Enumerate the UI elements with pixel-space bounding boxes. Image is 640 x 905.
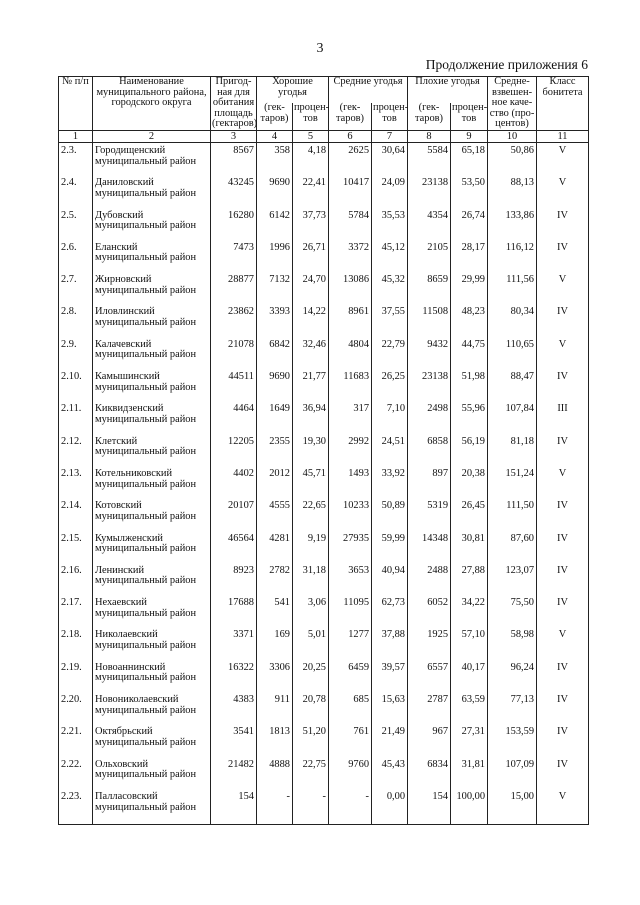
row-number: 2.9. [59, 340, 93, 372]
bad-lands-hectares: 2787 [408, 695, 451, 727]
district-name: Николаевский муниципальный район [93, 630, 211, 662]
row-number: 2.5. [59, 211, 93, 243]
bad-lands-hectares: 6834 [408, 760, 451, 792]
page-number: 3 [316, 41, 324, 56]
table-row [59, 566, 589, 598]
row-number: 2.16. [59, 566, 93, 598]
quality-class: V [537, 142, 589, 178]
medium-lands-hectares: 3653 [329, 566, 372, 598]
table-row [59, 307, 589, 339]
table-row [59, 534, 589, 566]
bad-lands-percent: 100,00 [451, 792, 488, 825]
column-number-row [59, 130, 589, 142]
good-lands-percent: - [293, 792, 329, 825]
table-row [59, 437, 589, 469]
good-lands-hectares: 9690 [257, 178, 293, 210]
row-number: 2.18. [59, 630, 93, 662]
medium-lands-percent: 22,79 [372, 340, 408, 372]
quality-class: III [537, 404, 589, 436]
medium-lands-hectares: 685 [329, 695, 372, 727]
quality-class: IV [537, 534, 589, 566]
header-class: Класс бонитета [537, 77, 589, 131]
weighted-quality: 75,50 [488, 598, 537, 630]
table-row [59, 792, 589, 825]
row-number: 2.12. [59, 437, 93, 469]
bad-lands-percent: 40,17 [451, 663, 488, 695]
medium-lands-percent: 26,25 [372, 372, 408, 404]
bad-lands-hectares: 6557 [408, 663, 451, 695]
bad-lands-percent: 26,74 [451, 211, 488, 243]
appendix-label: Продолжение приложения 6 [425, 57, 588, 72]
bad-lands-hectares: 154 [408, 792, 451, 825]
habitable-area: 28877 [211, 275, 257, 307]
row-number: 2.20. [59, 695, 93, 727]
bad-lands-hectares: 9432 [408, 340, 451, 372]
bad-lands-percent: 20,38 [451, 469, 488, 501]
medium-lands-percent: 35,53 [372, 211, 408, 243]
weighted-quality: 107,09 [488, 760, 537, 792]
medium-lands-percent: 33,92 [372, 469, 408, 501]
table-row [59, 372, 589, 404]
quality-class: V [537, 469, 589, 501]
medium-lands-hectares: 3372 [329, 243, 372, 275]
column-number: 8 [408, 130, 451, 142]
weighted-quality: 50,86 [488, 142, 537, 178]
weighted-quality: 116,12 [488, 243, 537, 275]
medium-lands-percent: 50,89 [372, 501, 408, 533]
good-lands-percent: 19,30 [293, 437, 329, 469]
bad-lands-hectares: 6052 [408, 598, 451, 630]
district-name: Калачевский муниципальный район [93, 340, 211, 372]
header-medium-lands: Средние угодья [329, 77, 408, 104]
good-lands-percent: 4,18 [293, 142, 329, 178]
row-number: 2.7. [59, 275, 93, 307]
table-row [59, 598, 589, 630]
quality-class: IV [537, 727, 589, 759]
weighted-quality: 77,13 [488, 695, 537, 727]
good-lands-percent: 9,19 [293, 534, 329, 566]
quality-class: IV [537, 211, 589, 243]
district-name: Нехаевский муниципальный район [93, 598, 211, 630]
header-good-ha: (гек-таров) [257, 103, 293, 130]
weighted-quality: 151,24 [488, 469, 537, 501]
habitable-area: 16322 [211, 663, 257, 695]
table-row [59, 695, 589, 727]
medium-lands-percent: 45,32 [372, 275, 408, 307]
medium-lands-hectares: 11683 [329, 372, 372, 404]
good-lands-percent: 32,46 [293, 340, 329, 372]
medium-lands-hectares: 6459 [329, 663, 372, 695]
good-lands-hectares: 911 [257, 695, 293, 727]
bad-lands-hectares: 5319 [408, 501, 451, 533]
weighted-quality: 153,59 [488, 727, 537, 759]
bad-lands-percent: 27,31 [451, 727, 488, 759]
habitable-area: 8923 [211, 566, 257, 598]
good-lands-hectares: 2782 [257, 566, 293, 598]
district-name: Иловлинский муниципальный район [93, 307, 211, 339]
bad-lands-percent: 31,81 [451, 760, 488, 792]
good-lands-percent: 31,18 [293, 566, 329, 598]
weighted-quality: 133,86 [488, 211, 537, 243]
bad-lands-hectares: 23138 [408, 178, 451, 210]
good-lands-hectares: 1996 [257, 243, 293, 275]
bad-lands-hectares: 4354 [408, 211, 451, 243]
district-name: Октябрьский муниципальный район [93, 727, 211, 759]
table-row [59, 469, 589, 501]
row-number: 2.4. [59, 178, 93, 210]
weighted-quality: 111,50 [488, 501, 537, 533]
medium-lands-percent: 7,10 [372, 404, 408, 436]
habitable-area: 4402 [211, 469, 257, 501]
table-row [59, 760, 589, 792]
land-quality-table [58, 76, 589, 825]
good-lands-percent: 22,41 [293, 178, 329, 210]
row-number: 2.22. [59, 760, 93, 792]
bad-lands-hectares: 8659 [408, 275, 451, 307]
quality-class: V [537, 275, 589, 307]
quality-class: IV [537, 695, 589, 727]
medium-lands-hectares: 5784 [329, 211, 372, 243]
district-name: Новониколаевский муниципальный район [93, 695, 211, 727]
medium-lands-hectares: 1493 [329, 469, 372, 501]
table-row [59, 727, 589, 759]
weighted-quality: 123,07 [488, 566, 537, 598]
quality-class: IV [537, 372, 589, 404]
row-number: 2.15. [59, 534, 93, 566]
good-lands-hectares: 2012 [257, 469, 293, 501]
header-bad-ha: (гек-таров) [408, 103, 451, 130]
bad-lands-percent: 48,23 [451, 307, 488, 339]
quality-class: V [537, 792, 589, 825]
bad-lands-percent: 56,19 [451, 437, 488, 469]
good-lands-hectares: 1813 [257, 727, 293, 759]
good-lands-percent: 5,01 [293, 630, 329, 662]
medium-lands-percent: 39,57 [372, 663, 408, 695]
header-good-pct: процен-тов [293, 103, 329, 130]
weighted-quality: 88,47 [488, 372, 537, 404]
row-number: 2.14. [59, 501, 93, 533]
medium-lands-percent: 24,09 [372, 178, 408, 210]
district-name: Кумылженский муниципальный район [93, 534, 211, 566]
good-lands-hectares: 1649 [257, 404, 293, 436]
table-row [59, 404, 589, 436]
row-number: 2.6. [59, 243, 93, 275]
column-number: 5 [293, 130, 329, 142]
good-lands-hectares: 4888 [257, 760, 293, 792]
good-lands-percent: 14,22 [293, 307, 329, 339]
bad-lands-percent: 44,75 [451, 340, 488, 372]
good-lands-hectares: 541 [257, 598, 293, 630]
habitable-area: 23862 [211, 307, 257, 339]
habitable-area: 3541 [211, 727, 257, 759]
bad-lands-percent: 29,99 [451, 275, 488, 307]
good-lands-hectares: 9690 [257, 372, 293, 404]
weighted-quality: 96,24 [488, 663, 537, 695]
quality-class: IV [537, 501, 589, 533]
row-number: 2.19. [59, 663, 93, 695]
good-lands-hectares: 6842 [257, 340, 293, 372]
weighted-quality: 110,65 [488, 340, 537, 372]
column-number: 11 [537, 130, 589, 142]
bad-lands-hectares: 897 [408, 469, 451, 501]
district-name: Котовский муниципальный район [93, 501, 211, 533]
quality-class: IV [537, 760, 589, 792]
habitable-area: 20107 [211, 501, 257, 533]
column-number: 4 [257, 130, 293, 142]
medium-lands-hectares: 10417 [329, 178, 372, 210]
district-name: Еланский муниципальный район [93, 243, 211, 275]
medium-lands-hectares: 4804 [329, 340, 372, 372]
header-area: Пригод-ная для обитания площадь (гектаров) [212, 76, 258, 130]
weighted-quality: 88,13 [488, 178, 537, 210]
district-name: Палласовский муниципальный район [93, 792, 211, 825]
medium-lands-percent: 59,99 [372, 534, 408, 566]
bad-lands-percent: 27,88 [451, 566, 488, 598]
quality-class: IV [537, 566, 589, 598]
row-number: 2.17. [59, 598, 93, 630]
bad-lands-hectares: 5584 [408, 142, 451, 178]
column-number: 2 [93, 130, 211, 142]
quality-class: IV [537, 598, 589, 630]
weighted-quality: 87,60 [488, 534, 537, 566]
table-row [59, 663, 589, 695]
header-weighted-quality: Средне-взвешен-ное каче-ство (про-центов) [488, 77, 537, 131]
good-lands-percent: 37,73 [293, 211, 329, 243]
good-lands-hectares: 2355 [257, 437, 293, 469]
bad-lands-percent: 51,98 [451, 372, 488, 404]
good-lands-percent: 26,71 [293, 243, 329, 275]
medium-lands-percent: 0,00 [372, 792, 408, 825]
good-lands-percent: 20,78 [293, 695, 329, 727]
table-row [59, 243, 589, 275]
good-lands-percent: 21,77 [293, 372, 329, 404]
bad-lands-hectares: 2498 [408, 404, 451, 436]
district-name: Даниловский муниципальный район [93, 178, 211, 210]
good-lands-percent: 22,65 [293, 501, 329, 533]
good-lands-hectares: 358 [257, 142, 293, 178]
good-lands-percent: 45,71 [293, 469, 329, 501]
header-medium-pct: процен-тов [372, 103, 408, 130]
district-name: Ленинский муниципальный район [93, 566, 211, 598]
habitable-area: 46564 [211, 534, 257, 566]
district-name: Дубовский муниципальный район [93, 211, 211, 243]
header-good-lands: Хорошие угодья [257, 77, 329, 104]
bad-lands-percent: 34,22 [451, 598, 488, 630]
good-lands-percent: 22,75 [293, 760, 329, 792]
good-lands-percent: 51,20 [293, 727, 329, 759]
table-row [59, 211, 589, 243]
medium-lands-percent: 37,55 [372, 307, 408, 339]
medium-lands-hectares: 9760 [329, 760, 372, 792]
medium-lands-percent: 24,51 [372, 437, 408, 469]
medium-lands-percent: 30,64 [372, 142, 408, 178]
weighted-quality: 81,18 [488, 437, 537, 469]
medium-lands-percent: 45,43 [372, 760, 408, 792]
row-number: 2.13. [59, 469, 93, 501]
quality-class: V [537, 630, 589, 662]
good-lands-percent: 20,25 [293, 663, 329, 695]
column-number: 6 [329, 130, 372, 142]
good-lands-hectares: 7132 [257, 275, 293, 307]
habitable-area: 21482 [211, 760, 257, 792]
medium-lands-percent: 40,94 [372, 566, 408, 598]
table-row [59, 275, 589, 307]
medium-lands-hectares: 2625 [329, 142, 372, 178]
medium-lands-hectares: 13086 [329, 275, 372, 307]
row-number: 2.10. [59, 372, 93, 404]
habitable-area: 12205 [211, 437, 257, 469]
weighted-quality: 58,98 [488, 630, 537, 662]
row-number: 2.21. [59, 727, 93, 759]
district-name: Киквидзенский муниципальный район [93, 404, 211, 436]
bad-lands-percent: 26,45 [451, 501, 488, 533]
habitable-area: 4383 [211, 695, 257, 727]
header-bad-pct: процен-тов [451, 103, 488, 130]
good-lands-hectares: 169 [257, 630, 293, 662]
row-number: 2.23. [59, 792, 93, 825]
column-number: 3 [211, 130, 257, 142]
district-name: Клетский муниципальный район [93, 437, 211, 469]
district-name: Ольховский муниципальный район [93, 760, 211, 792]
medium-lands-hectares: 761 [329, 727, 372, 759]
good-lands-hectares: 3306 [257, 663, 293, 695]
bad-lands-hectares: 967 [408, 727, 451, 759]
medium-lands-percent: 21,49 [372, 727, 408, 759]
medium-lands-percent: 62,73 [372, 598, 408, 630]
medium-lands-percent: 45,12 [372, 243, 408, 275]
medium-lands-hectares: 10233 [329, 501, 372, 533]
table-row [59, 340, 589, 372]
quality-class: IV [537, 663, 589, 695]
row-number: 2.3. [59, 142, 93, 178]
medium-lands-percent: 37,88 [372, 630, 408, 662]
quality-class: V [537, 340, 589, 372]
table-row [59, 142, 589, 178]
medium-lands-hectares: 11095 [329, 598, 372, 630]
good-lands-percent: 3,06 [293, 598, 329, 630]
bad-lands-hectares: 1925 [408, 630, 451, 662]
bad-lands-hectares: 11508 [408, 307, 451, 339]
bad-lands-percent: 53,50 [451, 178, 488, 210]
medium-lands-hectares: 317 [329, 404, 372, 436]
district-name: Котельниковский муниципальный район [93, 469, 211, 501]
habitable-area: 21078 [211, 340, 257, 372]
table-row [59, 630, 589, 662]
habitable-area: 16280 [211, 211, 257, 243]
bad-lands-percent: 28,17 [451, 243, 488, 275]
bad-lands-percent: 63,59 [451, 695, 488, 727]
district-name: Новоаннинский муниципальный район [93, 663, 211, 695]
good-lands-hectares: 4555 [257, 501, 293, 533]
district-name: Городищенский муниципальный район [93, 142, 211, 178]
weighted-quality: 107,84 [488, 404, 537, 436]
good-lands-hectares: - [257, 792, 293, 825]
bad-lands-hectares: 23138 [408, 372, 451, 404]
habitable-area: 154 [211, 792, 257, 825]
good-lands-hectares: 4281 [257, 534, 293, 566]
bad-lands-percent: 55,96 [451, 404, 488, 436]
row-number: 2.11. [59, 404, 93, 436]
habitable-area: 44511 [211, 372, 257, 404]
quality-class: IV [537, 307, 589, 339]
weighted-quality: 111,56 [488, 275, 537, 307]
habitable-area: 43245 [211, 178, 257, 210]
good-lands-hectares: 3393 [257, 307, 293, 339]
habitable-area: 8567 [211, 142, 257, 178]
header-bad-lands: Плохие угодья [408, 77, 488, 104]
bad-lands-hectares: 2488 [408, 566, 451, 598]
good-lands-percent: 36,94 [293, 404, 329, 436]
header-name: Наименование муниципального района, городского округа [93, 77, 211, 131]
column-number: 9 [451, 130, 488, 142]
medium-lands-hectares: 8961 [329, 307, 372, 339]
bad-lands-percent: 65,18 [451, 142, 488, 178]
bad-lands-percent: 30,81 [451, 534, 488, 566]
quality-class: IV [537, 243, 589, 275]
medium-lands-hectares: 27935 [329, 534, 372, 566]
habitable-area: 4464 [211, 404, 257, 436]
habitable-area: 3371 [211, 630, 257, 662]
table-row [59, 501, 589, 533]
good-lands-percent: 24,70 [293, 275, 329, 307]
weighted-quality: 15,00 [488, 792, 537, 825]
quality-class: IV [537, 437, 589, 469]
bad-lands-hectares: 2105 [408, 243, 451, 275]
column-number: 1 [59, 130, 93, 142]
medium-lands-hectares: - [329, 792, 372, 825]
medium-lands-percent: 15,63 [372, 695, 408, 727]
quality-class: V [537, 178, 589, 210]
column-number: 7 [372, 130, 408, 142]
column-number: 10 [488, 130, 537, 142]
table-row [59, 178, 589, 210]
bad-lands-hectares: 14348 [408, 534, 451, 566]
habitable-area: 17688 [211, 598, 257, 630]
header-medium-ha: (гек-таров) [329, 103, 372, 130]
bad-lands-hectares: 6858 [408, 437, 451, 469]
medium-lands-hectares: 1277 [329, 630, 372, 662]
weighted-quality: 80,34 [488, 307, 537, 339]
district-name: Камышинский муниципальный район [93, 372, 211, 404]
good-lands-hectares: 6142 [257, 211, 293, 243]
row-number: 2.8. [59, 307, 93, 339]
habitable-area: 7473 [211, 243, 257, 275]
medium-lands-hectares: 2992 [329, 437, 372, 469]
bad-lands-percent: 57,10 [451, 630, 488, 662]
header-no: № п/п [59, 77, 93, 131]
district-name: Жирновский муниципальный район [93, 275, 211, 307]
